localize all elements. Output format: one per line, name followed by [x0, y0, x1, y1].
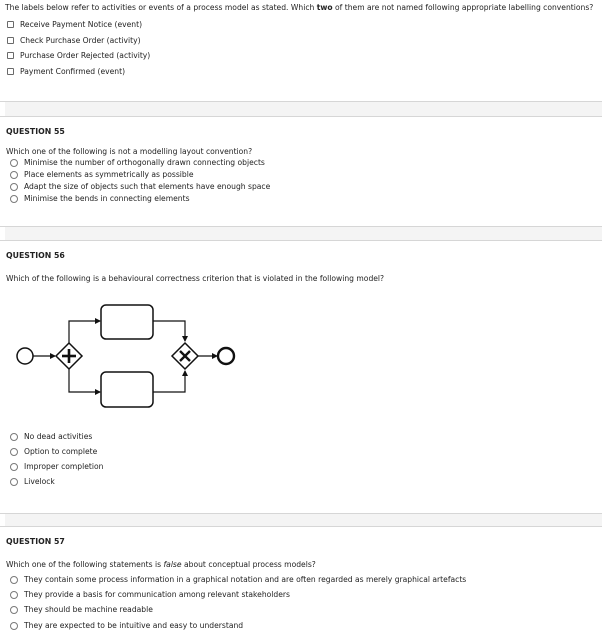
option-label: Purchase Order Rejected (activity) — [20, 51, 151, 60]
q54-option-2[interactable] — [7, 36, 141, 45]
question-spacer — [5, 102, 602, 116]
q57-option-3[interactable] — [10, 605, 153, 614]
checkbox[interactable] — [7, 52, 14, 59]
bpmn-process-model-diagram — [0, 296, 260, 408]
option-label: Option to complete — [24, 447, 98, 456]
q55-prompt: Which one of the following is not a modelling layout convention? — [6, 147, 253, 156]
q54-option-3[interactable] — [7, 51, 150, 60]
q57-prompt: Which one of the following statements is false about conceptual process models? — [6, 560, 316, 569]
radio[interactable] — [10, 159, 18, 167]
divider — [0, 240, 602, 241]
radio[interactable] — [10, 183, 18, 191]
q56-option-4[interactable] — [10, 477, 55, 486]
q56-prompt: Which of the following is a behavioural correctness criterion that is violated in the following model? — [6, 274, 385, 283]
q54-prompt: The labels below refer to activities or events of a process model as stated. Which two of them are not named following appropriate labelling conventions? — [5, 3, 594, 12]
q57-heading: QUESTION 57 — [6, 537, 65, 546]
q54-option-1[interactable] — [7, 20, 142, 29]
checkbox[interactable] — [7, 37, 14, 44]
option-label: Minimise the bends in connecting elements — [24, 194, 190, 203]
option-label: They are expected to be intuitive and easy to understand — [24, 621, 244, 630]
option-label: Check Purchase Order (activity) — [20, 36, 141, 45]
q57-option-4[interactable] — [10, 621, 243, 630]
option-label: Receive Payment Notice (event) — [20, 20, 143, 29]
q55-heading: QUESTION 55 — [6, 127, 65, 136]
radio[interactable] — [10, 622, 18, 630]
checkbox[interactable] — [7, 21, 14, 28]
option-label: Minimise the number of orthogonally drawn connecting objects — [24, 158, 265, 167]
q55-option-2[interactable] — [10, 170, 194, 179]
radio[interactable] — [10, 433, 18, 441]
option-label: They provide a basis for communication among relevant stakeholders — [24, 590, 290, 599]
option-label: Improper completion — [24, 462, 104, 471]
option-label: Adapt the size of objects such that elements have enough space — [24, 182, 271, 191]
sequence-flow — [69, 369, 100, 392]
radio[interactable] — [10, 195, 18, 203]
divider — [0, 526, 602, 527]
divider — [0, 116, 602, 117]
radio[interactable] — [10, 576, 18, 584]
end-event-icon — [218, 348, 234, 364]
option-label: They contain some process information in a graphical notation and are often regarded as merely graphical artefacts — [24, 575, 467, 584]
q56-option-1[interactable] — [10, 432, 92, 441]
checkbox[interactable] — [7, 68, 14, 75]
sequence-flow — [69, 321, 100, 343]
q55-option-1[interactable] — [10, 158, 265, 167]
option-label: Livelock — [24, 477, 55, 486]
q55-option-4[interactable] — [10, 194, 190, 203]
question-spacer — [5, 227, 602, 240]
parallel-gateway-icon — [56, 343, 82, 369]
sequence-flow — [153, 371, 185, 392]
option-label: Place elements as symmetrically as possible — [24, 170, 194, 179]
radio[interactable] — [10, 478, 18, 486]
sequence-flow — [153, 321, 185, 341]
q56-option-3[interactable] — [10, 462, 103, 471]
question-spacer — [5, 514, 602, 526]
q57-option-1[interactable] — [10, 575, 466, 584]
radio[interactable] — [10, 448, 18, 456]
exclusive-gateway-icon — [172, 343, 198, 369]
task-box-upper — [101, 305, 153, 339]
q55-option-3[interactable] — [10, 182, 270, 191]
radio[interactable] — [10, 591, 18, 599]
q56-heading: QUESTION 56 — [6, 251, 65, 260]
q56-option-2[interactable] — [10, 447, 97, 456]
radio[interactable] — [10, 171, 18, 179]
start-event-icon — [17, 348, 33, 364]
task-box-lower — [101, 372, 153, 407]
radio[interactable] — [10, 463, 18, 471]
option-label: Payment Confirmed (event) — [20, 67, 126, 76]
option-label: No dead activities — [24, 432, 93, 441]
option-label: They should be machine readable — [24, 605, 153, 614]
radio[interactable] — [10, 606, 18, 614]
q54-option-4[interactable] — [7, 67, 125, 76]
q57-option-2[interactable] — [10, 590, 290, 599]
